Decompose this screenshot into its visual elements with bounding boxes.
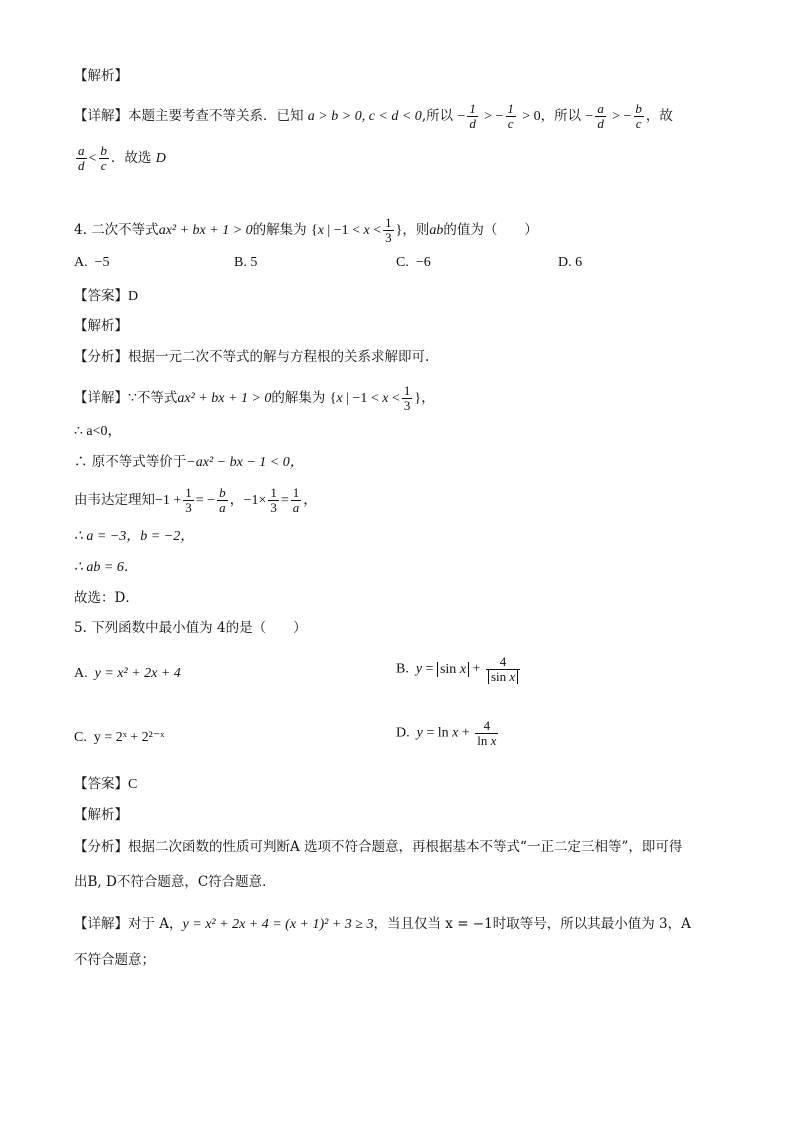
q4-answer: 【答案】D — [74, 288, 139, 304]
q5-detail-2: 不符合题意； — [74, 952, 155, 968]
q5-jiexi-tag: 【解析】 — [74, 807, 128, 823]
s1-jiexi-tag: 【解析】 — [74, 68, 128, 84]
q5-analysis-2: 出B, D不符合题意，C符合题意． — [74, 874, 276, 890]
q5-option-d: D. y = ln x + $\frac{4}{\text{ln x}}$ — [396, 718, 497, 748]
q4-final: 故选：D． — [74, 590, 139, 606]
q5-analysis-1: 【分析】根据二次函数的性质可判断A 选项不符合题意，再根据基本不等式“一正二定三相等”，即可得 — [74, 839, 683, 855]
q5-option-b: B. y = sin x + $\frac{4}{\text{sin x}}$ — [396, 655, 522, 684]
q4-step-2: ∴ 原不等式等价于−ax² − bx − 1 < 0， — [74, 454, 304, 470]
q4-option-b: B. 5 — [234, 255, 258, 270]
q4-option-a: A. −5 — [74, 255, 110, 270]
q4-step-5: ∴ ab = 6． — [74, 560, 138, 575]
q4-step-3: 由韦达定理知−1 + $\frac{1}{3}$ = − $\frac{b}{a}$ ，−1× $\frac{1}{3}$ = $\frac{1}{a}$ ， — [74, 485, 318, 515]
q4-analysis: 【分析】根据一元二次不等式的解与方程根的关系求解即可. — [74, 349, 430, 365]
q5-option-c: C. y = 2ˣ + 2²⁻ˣ — [74, 730, 165, 745]
q5-option-a: A. y = x² + 2x + 4 — [74, 666, 181, 681]
q4-question: 4. 二次不等式ax² + bx + 1 > 0的解集为 {x | −1 < x < $\frac{1}{3}$ }，则ab的值为（ ） — [74, 215, 538, 245]
q4-jiexi-tag: 【解析】 — [74, 318, 128, 334]
q4-step-1: ∴ a<0， — [74, 424, 122, 439]
s1-conclusion-line: $\frac{a}{d}$ < $\frac{b}{c}$ ．故选 D — [78, 143, 166, 173]
q4-option-c: C. −6 — [396, 255, 431, 270]
q4-step-4: ∴ a = −3，b = −2， — [74, 529, 195, 544]
q5-question: 5. 下列函数中最小值为 4的是（ ） — [74, 620, 307, 636]
q4-detail-line: 【详解】∵不等式ax² + bx + 1 > 0的解集为 {x | −1 < x < $\frac{1}{3}$ }， — [74, 383, 436, 413]
q4-option-d: D. 6 — [558, 255, 583, 270]
s1-detail-line: 【详解】本题主要考查不等关系．已知 a > b > 0, c < d < 0,所以 − $\frac{1}{d}$ > − $\frac{1}{c}$ > 0，所以 − $\frac{a}{d}$ > − $\frac{b}{c}$ ，故 — [74, 101, 673, 131]
q5-answer: 【答案】C — [74, 776, 138, 792]
q5-detail-1: 【详解】对于 A，y = x² + 2x + 4 = (x + 1)² + 3 ≥ 3，当且仅当 x = −1时取等号，所以其最小值为 3，A — [74, 916, 691, 932]
